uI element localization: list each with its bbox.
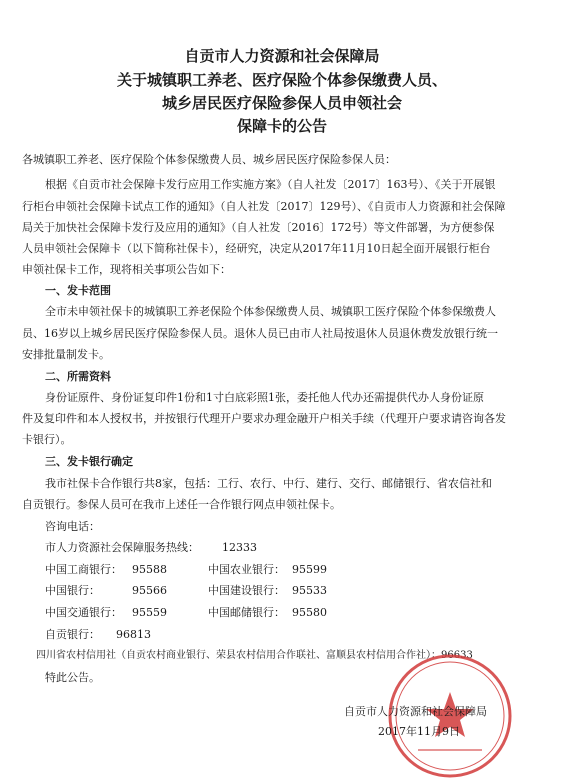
rural-credit-line: 四川省农村信用社（自贡农村商业银行、荣县农村信用合作联社、富顺县农村信用合作社）：96633	[36, 650, 473, 661]
bank-name: 自贡银行：	[45, 628, 100, 641]
bank-phone: 95566	[132, 584, 167, 597]
section-3-heading: 三、发卡银行确定	[45, 455, 133, 468]
bank-name: 中国银行：	[45, 584, 100, 597]
section-3-line-2: 自贡银行。参保人员可在我市上述任一合作银行网点申领社保卡。	[22, 498, 341, 511]
closing-text: 特此公告。	[45, 671, 100, 684]
bank-phone: 95559	[132, 606, 167, 619]
bank-phone: 95533	[292, 584, 327, 597]
title-line-3: 城乡居民医疗保险参保人员申领社会	[161, 94, 402, 112]
bank-name: 中国工商银行：	[45, 563, 122, 576]
section-1-line-2: 员、16岁以上城乡居民医疗保险参保人员。退休人员已由市人社局按退休人员退休费发放银行统一	[22, 327, 498, 340]
salutation: 各城镇职工养老、医疗保险个体参保缴费人员、城乡居民医疗保险参保人员：	[22, 153, 396, 166]
bank-name: 中国农业银行：	[208, 563, 285, 576]
intro-line-3: 局关于加快社会保障卡发行及应用的通知》（自人社发〔2016〕172号）等文件部署，为方便参保	[22, 221, 495, 234]
bank-phone: 96813	[116, 628, 151, 641]
section-2-line-3: 卡银行）。	[22, 433, 72, 446]
title-line-2: 关于城镇职工养老、医疗保险个体参保缴费人员、	[116, 71, 447, 89]
intro-line-1: 根据《自贡市社会保障卡发行应用工作实施方案》（自人社发〔2017〕163号）、《关于开展银	[45, 178, 496, 191]
bank-name: 中国交通银行：	[45, 606, 122, 619]
section-2-line-1: 身份证原件、身份证复印件1份和1寸白底彩照1张，委托他人代办还需提供代办人身份证原	[45, 391, 484, 404]
title-line-1: 自贡市人力资源和社会保障局	[184, 47, 380, 65]
section-2-heading: 二、所需资料	[45, 370, 111, 383]
intro-line-2: 行柜台申领社会保障卡试点工作的通知》（自人社发〔2017〕129号）、《自贡市人力资源和社会保障	[22, 200, 506, 213]
hotline-label: 市人力资源社会保障服务热线：	[45, 541, 199, 554]
signature-date: 2017年11月9日	[378, 725, 460, 738]
bank-phone: 95588	[132, 563, 167, 576]
title-line-4: 保障卡的公告	[236, 117, 327, 135]
consult-label: 咨询电话：	[45, 520, 100, 533]
section-1-line-3: 安排批量制发卡。	[22, 348, 110, 361]
bank-name: 中国邮储银行：	[208, 606, 285, 619]
hotline-number: 12333	[222, 541, 257, 554]
section-1-heading: 一、发卡范围	[45, 284, 111, 297]
bank-name: 中国建设银行：	[208, 584, 285, 597]
signature-organization: 自贡市人力资源和社会保障局	[344, 705, 487, 718]
intro-line-4: 人员申领社会保障卡（以下简称社保卡），经研究，决定从2017年11月10日起全面开展银行柜台	[22, 242, 491, 255]
bank-phone: 95599	[292, 563, 327, 576]
section-3-line-1: 我市社保卡合作银行共8家，包括：工行、农行、中行、建行、交行、邮储银行、省农信社和	[45, 477, 492, 490]
bank-phone: 95580	[292, 606, 327, 619]
section-2-line-2: 件及复印件和本人授权书，并按银行代理开户要求办理金融开户相关手续（代理开户要求请咨询各发	[22, 412, 506, 425]
intro-line-5: 申领社保卡工作，现将相关事项公告如下：	[22, 263, 231, 276]
section-1-line-1: 全市未申领社保卡的城镇职工养老保险个体参保缴费人员、城镇职工医疗保险个体参保缴费人	[45, 305, 496, 318]
